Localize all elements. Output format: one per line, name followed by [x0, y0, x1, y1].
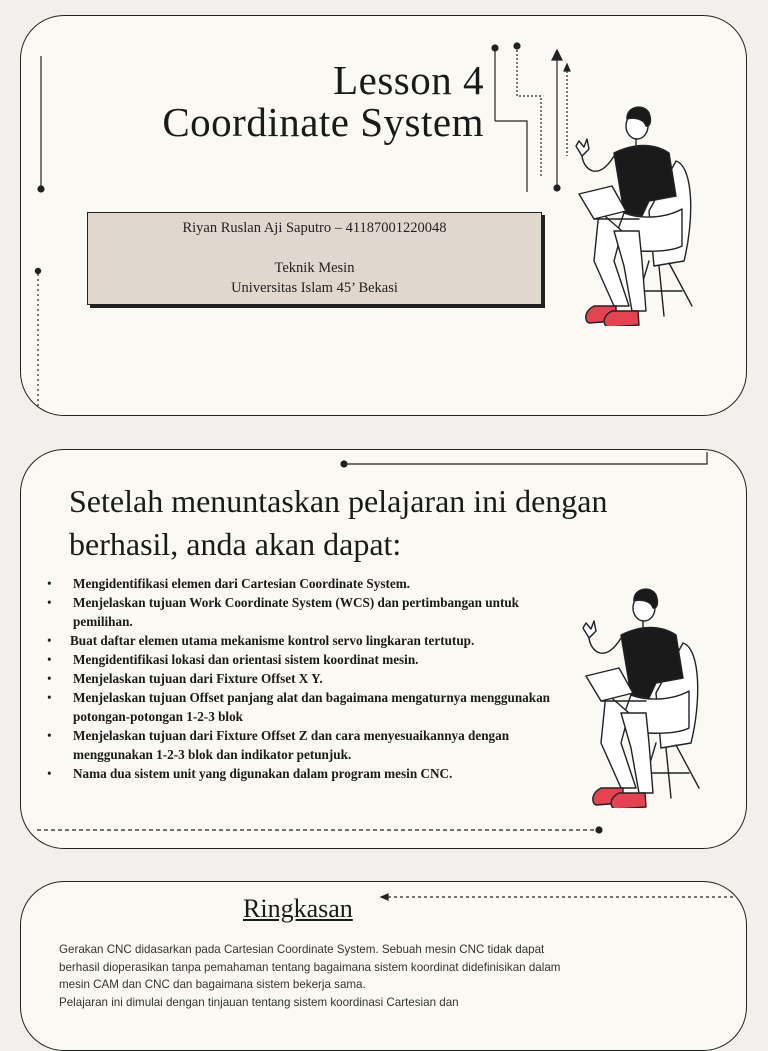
- list-item: • Menjelaskan tujuan dari Fixture Offset X Y.: [47, 671, 323, 686]
- bullet-icon: •: [47, 728, 52, 743]
- objectives-heading: Setelah menuntaskan pelajaran ini dengan berhasil, anda akan dapat:: [69, 483, 608, 562]
- lesson-subtitle: Coordinate System: [162, 99, 484, 145]
- summary-heading: Ringkasan: [243, 894, 353, 923]
- person-with-laptop-illustration: [554, 101, 714, 326]
- list-item: • Mengidentifikasi elemen dari Cartesian Coordinate System.: [47, 576, 410, 591]
- author-name-id: Riyan Ruslan Aji Saputro – 41187001220048: [182, 220, 447, 236]
- bullet-icon: •: [47, 652, 52, 667]
- bullet-icon: •: [47, 595, 52, 610]
- person-with-laptop-illustration: [561, 583, 721, 808]
- list-item: • Menjelaskan tujuan dari Fixture Offset Z dan cara menyesuaikannya dengan menggunakan 1-2-3 blok dan indikator petunjuk.: [47, 728, 510, 762]
- bullet-icon: •: [47, 766, 52, 781]
- author-department: Teknik Mesin: [274, 260, 355, 276]
- lesson-title: Lesson 4: [333, 57, 484, 103]
- list-item: • Buat daftar elemen utama mekanisme kontrol servo lingkaran tertutup.: [47, 633, 475, 648]
- bullet-icon: •: [47, 690, 52, 705]
- list-item: • Menjelaskan tujuan Work Coordinate System (WCS) dan pertimbangan untuk pemilihan.: [47, 595, 519, 629]
- summary-line-decoration: [21, 882, 747, 942]
- summary-paragraph: Pelajaran ini dimulai dengan tinjauan tentang sistem koordinasi Cartesian dan: [59, 995, 459, 1009]
- bullet-icon: •: [47, 633, 52, 648]
- summary-slide: [20, 881, 747, 1051]
- list-item: • Mengidentifikasi lokasi dan orientasi sistem koordinat mesin.: [47, 652, 419, 667]
- objectives-list: [43, 574, 563, 783]
- bullet-icon: •: [47, 576, 52, 591]
- objectives-slide: [20, 449, 747, 849]
- author-university: Universitas Islam 45’ Bekasi: [231, 280, 398, 296]
- author-info-box: [87, 212, 542, 305]
- bullet-icon: •: [47, 671, 52, 686]
- title-slide: [20, 15, 747, 416]
- summary-paragraph: Gerakan CNC didasarkan pada Cartesian Coordinate System. Sebuah mesin CNC tidak dapat berhasil dioperasikan tanpa pemahaman tentang bagaimana sistem koordinat didefinisikan dalam mesin CAM dan CNC dan bagaimana sistem bekerja sama.: [59, 943, 561, 991]
- list-item: • Menjelaskan tujuan Offset panjang alat dan bagaimana mengaturnya menggunakan potongan-potongan 1-2-3 blok: [47, 690, 551, 724]
- summary-text: [59, 941, 569, 1011]
- list-item: • Nama dua sistem unit yang digunakan dalam program mesin CNC.: [47, 766, 453, 781]
